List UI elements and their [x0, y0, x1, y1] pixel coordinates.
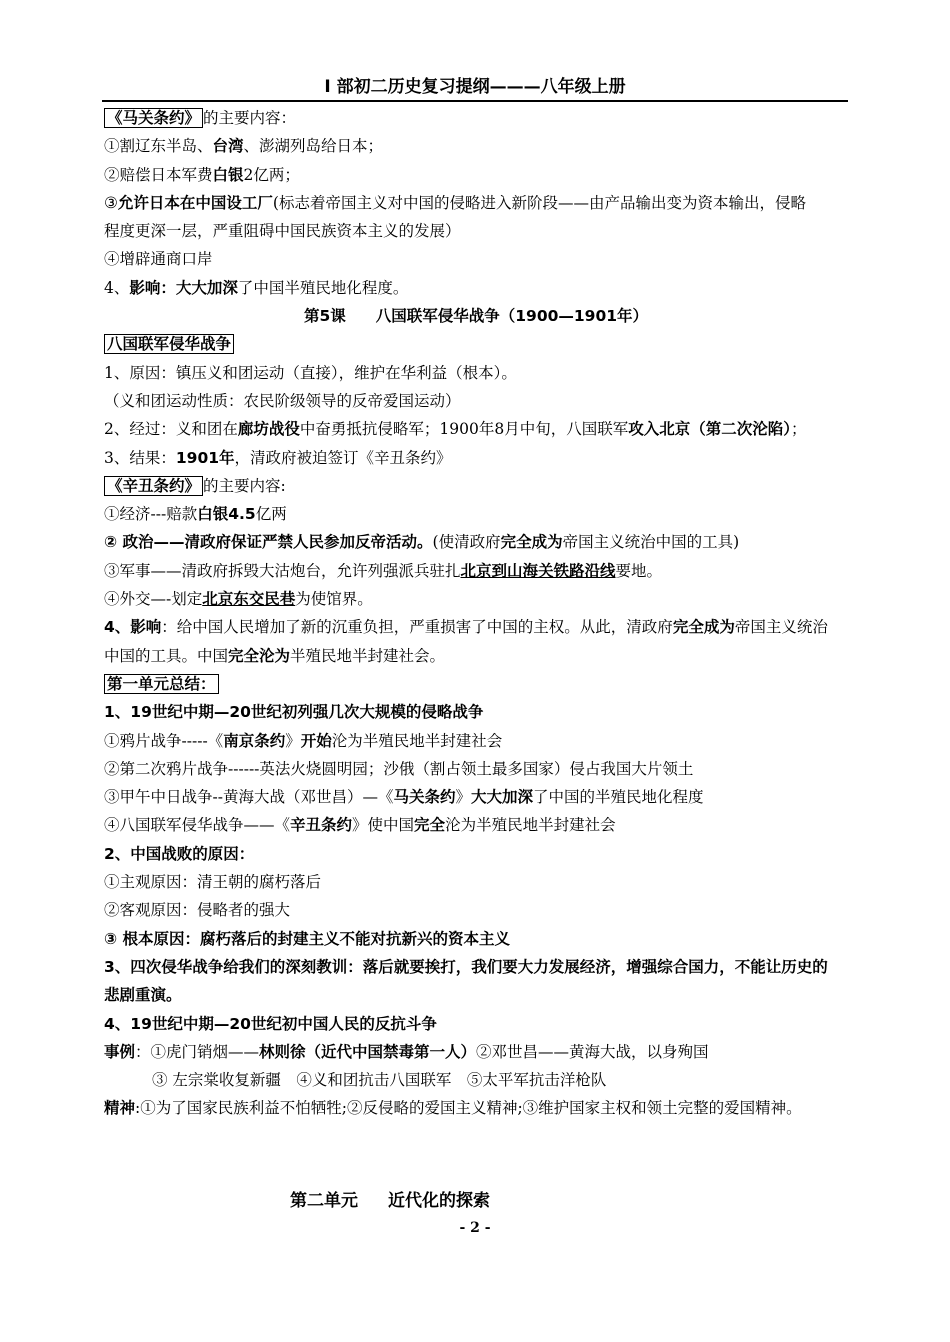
text-line: 事例：①虎门销烟——林则徐（近代中国禁毒第一人）②邓世昌——黄海大战，以身殉国: [104, 1042, 709, 1061]
boxed-heading: 《马关条约》: [104, 108, 203, 128]
document-body: [104, 104, 848, 1123]
text-line: 中国的工具。中国完全沦为半殖民地半封建社会。: [104, 646, 446, 665]
text-line: 4、19世纪中期—20世纪初中国人民的反抗斗争: [104, 1014, 437, 1033]
text-line: ①鸦片战争-----《南京条约》开始沦为半殖民地半封建社会: [104, 731, 503, 750]
text-line: 2、经过：义和团在廊坊战役中奋勇抵抗侵略军；1900年8月中旬，八国联军攻入北京（第二次沦陷）；: [104, 420, 807, 439]
text-line: ④增辟通商口岸: [104, 250, 213, 269]
text-line: ①主观原因：清王朝的腐朽落后: [104, 873, 322, 892]
text-line: 4、影响：给中国人民增加了新的沉重负担，严重损害了中国的主权。从此，清政府完全成为帝国主义统治: [104, 618, 828, 637]
text-line: ③允许日本在中国设工厂(标志着帝国主义对中国的侵略进入新阶段——由产品输出变为资本输出，侵略: [104, 193, 806, 212]
page-number: - 2 -: [459, 1220, 491, 1236]
text-line: ③军事——清政府拆毁大沽炮台，允许列强派兵驻扎北京到山海关铁路沿线要地。: [104, 561, 663, 580]
text-line: ④外交—-划定北京东交民巷为使馆界。: [104, 590, 373, 609]
text-line: ③ 左宗棠收复新疆 ④义和团抗击八国联军 ⑤太平军抗击洋枪队: [152, 1071, 607, 1090]
text-line: 《马关条约》 的主要内容：: [104, 104, 848, 132]
lesson-title: 第5课 八国联军侵华战争（1900—1901年）: [303, 307, 649, 326]
text-line: ①经济---赔款白银4.5亿两: [104, 505, 287, 524]
text-line: ②赔偿日本军费白银2亿两；: [104, 165, 300, 184]
text-line: （义和团运动性质：农民阶级领导的反帝爱国运动）: [104, 391, 461, 410]
text-line: 程度更深一层，严重阻碍中国民族资本主义的发展）: [104, 222, 461, 241]
text-line: ③甲午中日战争--黄海大战（邓世昌）—《马关条约》大大加深了中国的半殖民地化程度: [104, 788, 704, 807]
page-header: I 部初二历史复习提纲———八年级上册: [102, 74, 848, 102]
boxed-heading: 第一单元总结：: [104, 674, 219, 694]
text-line: ①割辽东半岛、台湾、澎湖列岛给日本；: [104, 137, 384, 156]
text-line: 1、19世纪中期—20世纪初列强几次大规模的侵略战争: [104, 703, 484, 722]
text-line: 《辛丑条约》 的主要内容:: [104, 472, 848, 500]
text-line: [104, 330, 848, 358]
text-line: 1、原因：镇压义和团运动（直接），维护在华利益（根本）。: [104, 363, 517, 382]
text-line: ③ 根本原因：腐朽落后的封建主义不能对抗新兴的资本主义: [104, 929, 511, 948]
unit-title: 第二单元 近代化的探索: [290, 1191, 490, 1211]
text-line: ④八国联军侵华战争——《辛丑条约》使中国完全沦为半殖民地半封建社会: [104, 816, 616, 835]
text-line: ②客观原因：侵略者的强大: [104, 901, 291, 920]
boxed-heading: 《辛丑条约》: [104, 476, 203, 496]
text-line: ② 政治——清政府保证严禁人民参加反帝活动。(使清政府完全成为帝国主义统治中国的工具): [104, 533, 740, 552]
text-line: ②第二次鸦片战争------英法火烧圆明园；沙俄（割占领土最多国家）侵占我国大片领土: [104, 759, 694, 778]
text-line: 3、四次侵华战争给我们的深刻教训：落后就要挨打，我们要大力发展经济，增强综合国力，不能让历史的: [104, 957, 828, 976]
text-line: 4、影响：大大加深了中国半殖民地化程度。: [104, 278, 409, 297]
text-line: 悲剧重演。: [104, 986, 182, 1005]
text-line: 精神:①为了国家民族利益不怕牺牲;②反侵略的爱国主义精神;③维护国家主权和领土完整的爱国精神。: [104, 1099, 802, 1118]
text-line: 2、中国战败的原因：: [104, 844, 255, 863]
text-line: [104, 670, 848, 698]
text-line: 3、结果：1901年，清政府被迫签订《辛丑条约》: [104, 448, 452, 467]
boxed-heading: 八国联军侵华战争: [104, 334, 234, 354]
